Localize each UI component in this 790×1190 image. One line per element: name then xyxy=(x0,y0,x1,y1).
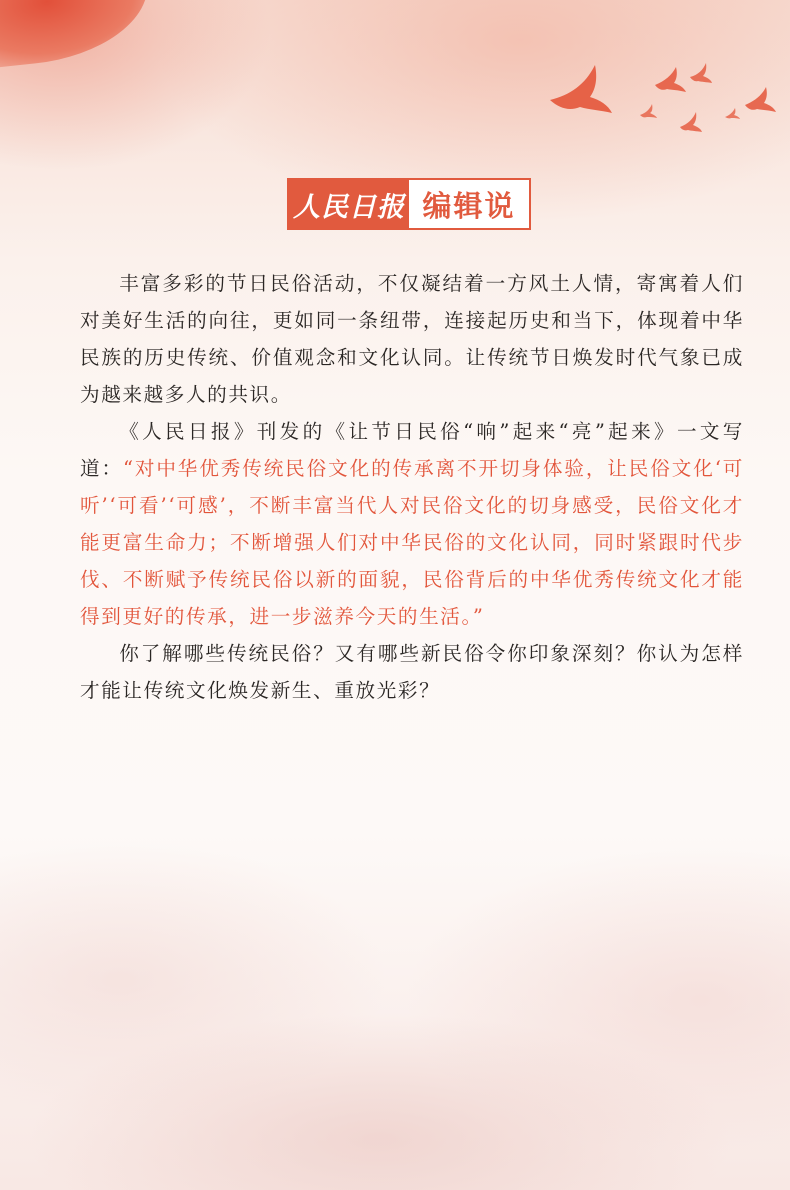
paragraph-3: 你了解哪些传统民俗？又有哪些新民俗令你印象深刻？你认为怎样才能让传统文化焕发新生、重放光彩？ xyxy=(80,642,744,702)
peoples-daily-logo: 人民日报 xyxy=(289,180,409,228)
article-body xyxy=(80,265,744,709)
banner-title: 编辑说 xyxy=(422,188,516,223)
paragraph-1: 丰富多彩的节日民俗活动，不仅凝结着一方风土人情，寄寓着人们对美好生活的向往，更如同一条纽带，连接起历史和当下，体现着中华民族的历史传统、价值观念和文化认同。让传统节日焕发时代气象已成为越来越多人的共识。 xyxy=(80,272,744,406)
editor-banner xyxy=(287,178,531,230)
quoted-text: “对中华优秀传统民俗文化的传承离不开切身体验，让民俗文化‘可听’‘可看’‘可感’，不断丰富当代人对民俗文化的切身感受，民俗文化才能更富生命力；不断增强人们对中华民俗的文化认同，同时紧跟时代步伐、不断赋予传统民俗以新的面貌，民俗背后的中华优秀传统文化才能得到更好的传承，进一步滋养今天的生活。” xyxy=(80,457,744,628)
paragraph-2-intro: 《人民日报》刊发的《让节日民俗“响”起来“亮”起来》一文写道： xyxy=(80,420,744,480)
decorative-ribbon xyxy=(0,0,155,69)
flying-birds-icon xyxy=(540,55,790,155)
paragraph-2 xyxy=(80,413,744,635)
